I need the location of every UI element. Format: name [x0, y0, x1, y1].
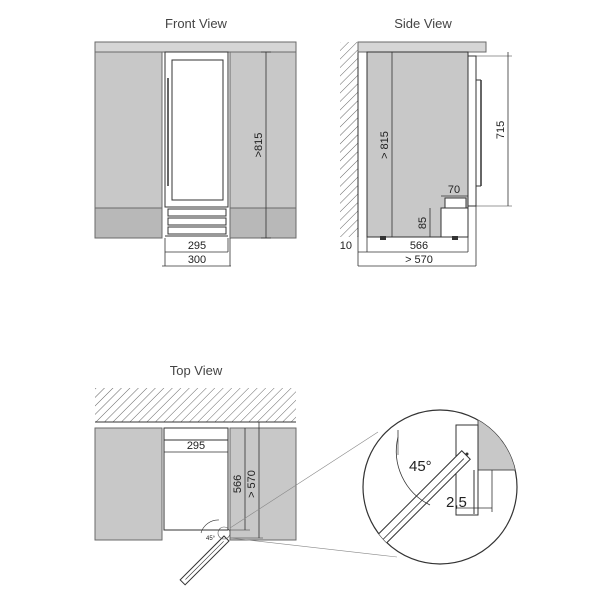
- side-foot-front: [452, 236, 458, 240]
- side-gap-label: 10: [339, 240, 352, 252]
- detail-view: [363, 410, 518, 564]
- side-countertop: [358, 42, 486, 52]
- side-plinth-depth-label: 70: [447, 184, 461, 196]
- top-small-angle-label: 45°: [206, 536, 216, 542]
- front-inner-width-label: 295: [187, 240, 207, 252]
- side-plinth-height-label: 85: [417, 216, 429, 230]
- top-left-cabinet: [95, 428, 162, 540]
- side-depth-label: 566: [409, 240, 429, 252]
- top-total-depth-label: > 570: [246, 470, 258, 498]
- front-view: [95, 16, 296, 266]
- side-view: [340, 16, 512, 266]
- front-grille-3: [168, 227, 226, 234]
- top-open-door: [180, 536, 229, 585]
- front-height-label: >815: [253, 132, 265, 158]
- front-view-title: Front View: [165, 16, 227, 31]
- top-view-title: Top View: [169, 363, 223, 378]
- detail-offset-label: 2,5: [446, 494, 467, 511]
- detail-angle-label: 45°: [409, 458, 432, 475]
- front-right-cabinet: [230, 52, 296, 208]
- front-left-cabinet: [95, 52, 162, 208]
- front-right-plinth: [230, 208, 296, 238]
- side-cavity-height-label: > 815: [379, 131, 391, 159]
- side-total-depth-label: > 570: [405, 254, 433, 266]
- top-depth-label: 566: [232, 474, 244, 494]
- side-view-title: Side View: [394, 16, 452, 31]
- front-door-glass: [172, 60, 223, 200]
- front-left-plinth: [95, 208, 162, 238]
- side-foot-rear: [380, 236, 386, 240]
- side-wall-hatch: [340, 42, 358, 237]
- front-grille-1: [168, 209, 226, 216]
- top-wall-hatch: [95, 388, 296, 422]
- side-total-height-label: 715: [495, 120, 507, 140]
- front-outer-width-label: 300: [187, 254, 207, 266]
- side-door: [468, 56, 476, 206]
- front-countertop: [95, 42, 296, 52]
- top-view: [95, 363, 397, 585]
- side-plinth-recess: [441, 208, 468, 237]
- detail-cabinet: [478, 420, 518, 470]
- detail-leader-bottom: [230, 538, 397, 557]
- top-width-label: 295: [186, 440, 206, 452]
- side-plinth-top: [445, 198, 466, 208]
- front-grille-2: [168, 218, 226, 225]
